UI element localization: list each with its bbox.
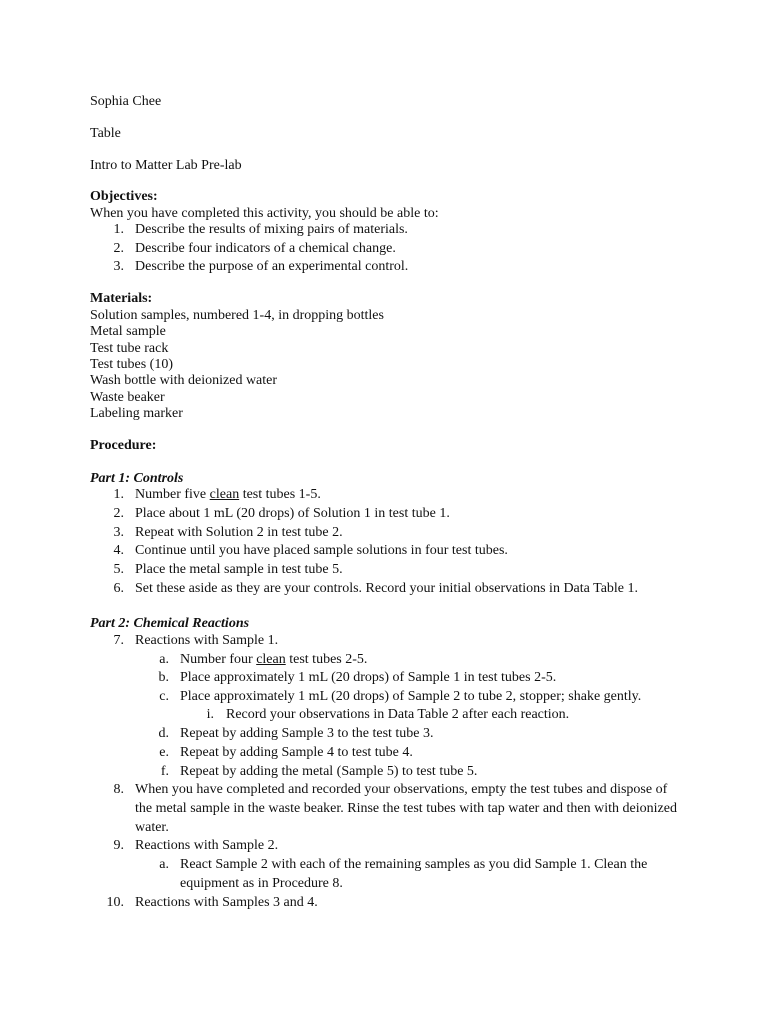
substep-item: Repeat by adding Sample 3 to the test tube 3. [180,726,434,741]
part2-heading: Part 2: Chemical Reactions [90,616,250,631]
material-item: Test tube rack [90,341,169,356]
substep-letter: e. [159,745,169,760]
substep-item-line: equipment as in Procedure 8. [180,876,343,891]
underlined-word: clean [256,652,286,667]
material-item: Test tubes (10) [90,357,174,372]
step-item-line: When you have completed and recorded your observations, empty the test tubes and dispose of [135,782,668,797]
document-title: Intro to Matter Lab Pre-lab [90,158,242,173]
substep-item: Place approximately 1 mL (20 drops) of Sample 1 in test tubes 2-5. [180,670,557,685]
step-item-line: water. [135,820,169,835]
step-number: 9. [113,838,124,853]
substep-letter: a. [159,652,169,667]
step-number: 4. [113,543,124,558]
step-number: 7. [113,633,124,648]
step-item: Reactions with Samples 3 and 4. [135,895,318,910]
substep-letter: a. [159,857,169,872]
procedure-heading: Procedure: [90,438,157,453]
subsubstep-item: Record your observations in Data Table 2 after each reaction. [226,707,570,722]
step-number: 3. [113,525,124,540]
substep-letter: d. [158,726,169,741]
table-label: Table [90,126,121,141]
substep-letter: c. [159,689,169,704]
step-item: Place about 1 mL (20 drops) of Solution 1 in test tube 1. [135,506,450,521]
objectives-intro: When you have completed this activity, you should be able to: [90,206,439,221]
objective-number: 3. [113,259,124,274]
step-number: 5. [113,562,124,577]
substep-item-line: React Sample 2 with each of the remaining samples as you did Sample 1. Clean the [180,857,648,872]
material-item: Waste beaker [90,390,165,405]
step-item: Set these aside as they are your controls. Record your initial observations in Data Table 1. [135,581,639,596]
step-item: Repeat with Solution 2 in test tube 2. [135,525,343,540]
underlined-word: clean [209,487,240,502]
substep-item: Repeat by adding Sample 4 to test tube 4. [180,745,413,760]
step-item: Place the metal sample in test tube 5. [135,562,343,577]
step-number: 10. [106,895,124,910]
student-name: Sophia Chee [90,94,162,109]
materials-heading: Materials: [90,291,153,306]
objective-item: Describe the results of mixing pairs of materials. [135,222,408,237]
objective-number: 1. [113,222,124,237]
step-item: Number five clean test tubes 1-5. [135,487,321,502]
substep-item: Repeat by adding the metal (Sample 5) to test tube 5. [180,764,478,779]
objective-item: Describe the purpose of an experimental control. [135,259,409,274]
step-number: 6. [113,581,124,596]
substep-letter: f. [160,764,169,779]
step-item: Reactions with Sample 1. [135,633,279,648]
subsubstep-numeral: i. [206,707,214,722]
step-item-line: the metal sample in the waste beaker. Rinse the test tubes with tap water and then with deionized [135,801,677,816]
substep-item: Number four clean test tubes 2-5. [180,652,368,667]
step-number: 8. [113,782,124,797]
step-number: 2. [113,506,124,521]
material-item: Metal sample [90,324,166,339]
step-item: Continue until you have placed sample solutions in four test tubes. [135,543,508,558]
objective-item: Describe four indicators of a chemical change. [135,241,396,256]
material-item: Labeling marker [90,406,183,421]
material-item: Solution samples, numbered 1-4, in dropping bottles [90,308,384,323]
step-number: 1. [113,487,124,502]
objective-number: 2. [113,241,124,256]
substep-item: Place approximately 1 mL (20 drops) of Sample 2 to tube 2, stopper; shake gently. [180,689,642,704]
substep-letter: b. [158,670,169,685]
step-item: Reactions with Sample 2. [135,838,279,853]
part1-heading: Part 1: Controls [90,471,184,486]
material-item: Wash bottle with deionized water [90,373,278,388]
objectives-heading: Objectives: [90,189,158,204]
